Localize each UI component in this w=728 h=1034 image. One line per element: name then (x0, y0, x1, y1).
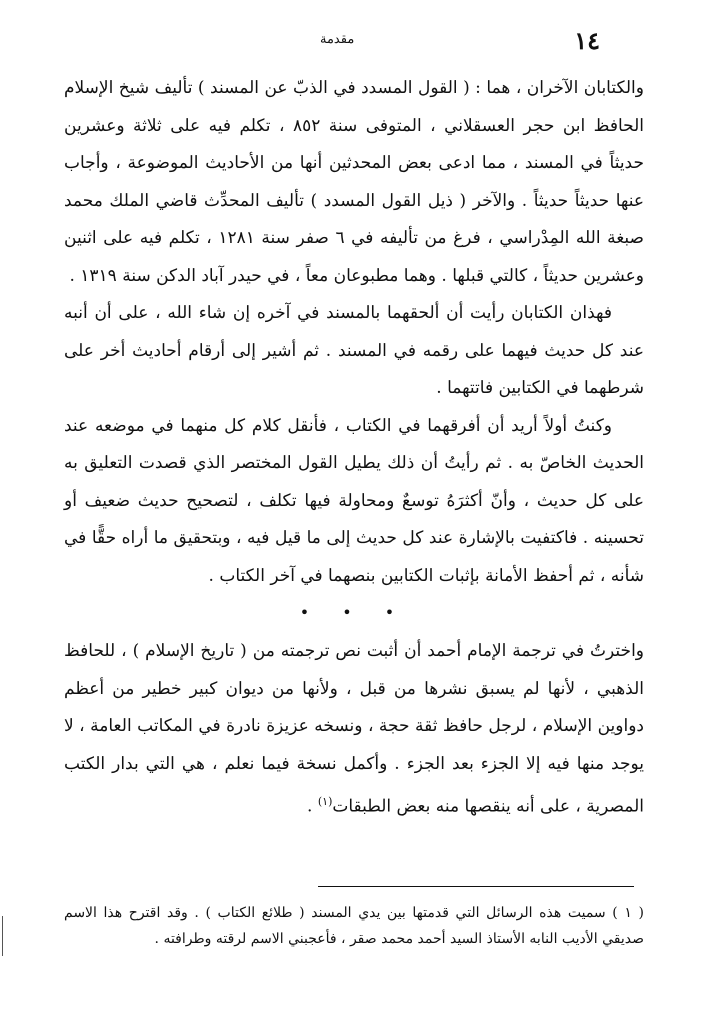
main-text (64, 70, 644, 826)
paragraph-text: واخترتُ في ترجمة الإمام أحمد أن أثبت نص ترجمته من ( تاريخ الإسلام ) ، للحافظ الذهبي ، لأنها لم يسبق نشرها من قبل ، ولأنها من ديوان كبير خطير من أعظم دواوين الإسلام ، لرجل حافظ ثقة حجة ، ونسخه عزيزة نادرة في المكاتب العامة ، لا يوجد منها فيه إلا الجزء بعد الجزء . وأكمل نسخة فيما نعلم ، هي التي بدار الكتب المصرية ، على أنه ينقصها منه بعض الطبقات (64, 641, 644, 817)
footnote-reference: (١) (317, 795, 333, 808)
paragraph: وكنتُ أولاً أريد أن أفرقهما في الكتاب ، فأنقل كلام كل منهما في موضعه عند الحديث الخاصّ به . ثم رأيتُ أن ذلك يطيل القول المختصر الذي قصدت التعليق به على كل حديث ، وأنّ أكثرَهُ توسعٌ ومحاولة فيها تكلف ، لتصحيح حديث ضعيف أو تحسينه . فاكتفيت بالإشارة عند كل حديث إلى ما قيل فيه ، وبتحقيق ما أراه حقًّا في شأنه ، ثم أحفظ الأمانة بإثبات الكتابين بنصهما في آخر الكتاب . (64, 415, 644, 586)
footnotes (64, 900, 644, 952)
paragraph-end: . (307, 796, 318, 817)
running-head: مقدمة (320, 32, 355, 47)
footnote: ( ١ ) سميت هذه الرسائل التي قدمتها بين يدي المسند ( طلائع الكتاب ) . وقد اقترح هذا الاسم صديقي الأديب النابه الأستاذ السيد أحمد محمد صقر ، فأعجبني الاسم لرقته وطرافته . (64, 905, 644, 947)
page-header (0, 20, 728, 60)
paragraph (64, 633, 644, 826)
page-number: ١٤ (574, 26, 600, 55)
footnote-divider (318, 886, 634, 887)
scan-margin-mark (2, 916, 9, 956)
section-separator: • • • (299, 603, 409, 622)
paragraph: والكتابان الآخران ، هما : ( القول المسدد في الذبّ عن المسند ) تأليف شيخ الإسلام الحافظ ابن حجر العسقلاني ، المتوفى سنة ٨٥٢ ، تكلم فيه على ثلاثة وعشرين حديثاً في المسند ، مما ادعى بعض المحدثين أنها من الأحاديث الموضوعة ، وأجاب عنها حديثاً حديثاً . والآخر ( ذيل القول المسدد ) تأليف المحدِّث قاضي الملك محمد صبغة الله المِدْراسي ، فرغ من تأليفه في ٦ صفر سنة ١٢٨١ ، تكلم فيه على اثنين وعشرين حديثاً ، كالتي قبلها . وهما مطبوعان معاً ، في حيدر آباد الدكن سنة ١٣١٩ . (64, 78, 644, 286)
paragraph: فهذان الكتابان رأيت أن ألحقهما بالمسند في آخره إن شاء الله ، على أن أنبه عند كل حديث فيهما على رقمه في المسند . ثم أشير إلى أرقام أحاديث أخر على شرطهما في الكتابين فاتتهما . (64, 303, 644, 398)
